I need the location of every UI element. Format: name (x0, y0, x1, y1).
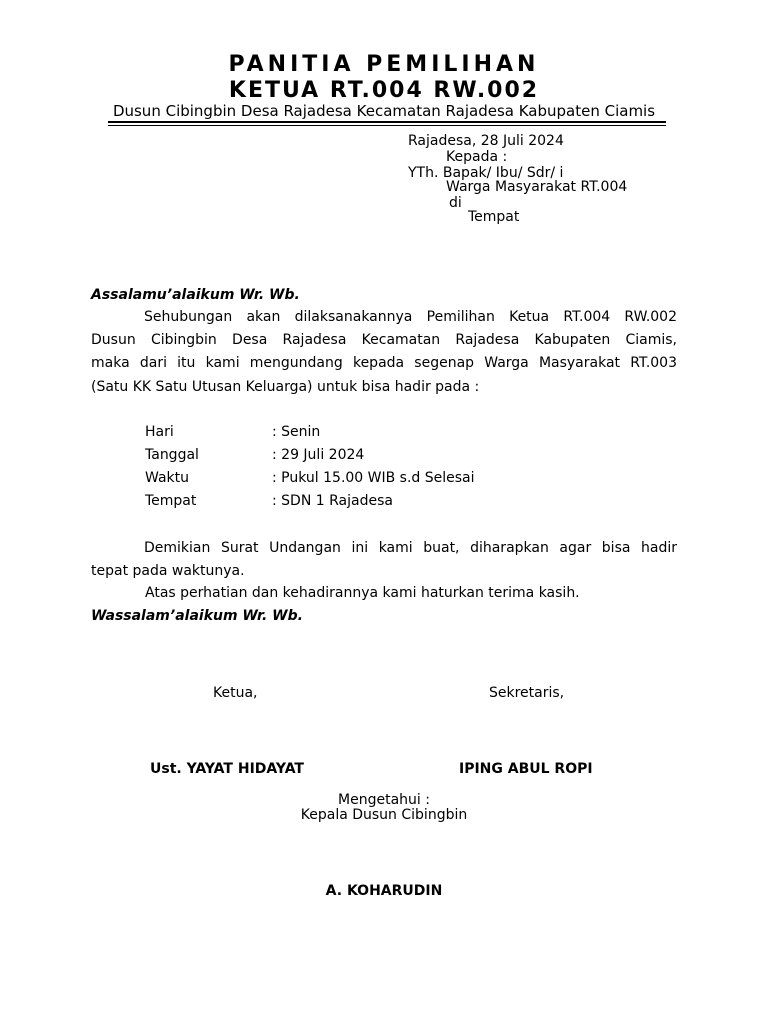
kepala-dusun-name: A. KOHARUDIN (325, 883, 443, 899)
letterhead-address: Dusun Cibingbin Desa Rajadesa Kecamatan Rajadesa Kabupaten Ciamis (112, 102, 656, 120)
recipient-warga: Warga Masyarakat RT.004 (446, 179, 628, 195)
recipient-kepada: Kepada : (446, 149, 508, 165)
paragraph-1-line-1: Sehubungan akan dilaksanakannya Pemilihan Ketua RT.004 RW.002 (144, 309, 677, 325)
recipient-tempat: Tempat (468, 209, 520, 225)
body-paragraph-3: Atas perhatian dan kehadirannya kami haturkan terima kasih. (145, 585, 580, 601)
ketua-label: Ketua, (213, 685, 258, 701)
detail-value-tanggal: : 29 Juli 2024 (272, 447, 365, 463)
sekretaris-name: IPING ABUL ROPI (459, 761, 593, 777)
paragraph-1-line-2: Dusun Cibingbin Desa Rajadesa Kecamatan Rajadesa Kabupaten Ciamis, (91, 332, 677, 349)
mengetahui-label: Mengetahui : (338, 792, 430, 808)
paragraph-1-line-3: maka dari itu kami mengundang kepada segenap Warga Masyarakat RT.003 (91, 355, 677, 372)
detail-value-waktu: : Pukul 15.00 WIB s.d Selesai (272, 470, 475, 486)
closing-greeting: Wassalam’alaikum Wr. Wb. (91, 608, 303, 624)
letterhead-title-line1: PANITIA PEMILIHAN (228, 52, 540, 77)
detail-label-hari: Hari (145, 424, 174, 440)
paragraph-2-line-1: Demikian Surat Undangan ini kami buat, diharapkan agar bisa hadir (144, 540, 677, 556)
paragraph-2-line-2: tepat pada waktunya. (91, 563, 245, 580)
ketua-name: Ust. YAYAT HIDAYAT (150, 761, 304, 777)
paragraph-1-line-4: (Satu KK Satu Utusan Keluarga) untuk bisa hadir pada : (91, 378, 480, 395)
greeting: Assalamu’alaikum Wr. Wb. (91, 287, 300, 303)
letter-date: Rajadesa, 28 Juli 2024 (408, 133, 564, 149)
recipient-yth: YTh. Bapak/ Ibu/ Sdr/ i (408, 165, 564, 181)
body-paragraph-1 (91, 306, 677, 399)
body-paragraph-2 (91, 537, 677, 583)
recipient-di: di (449, 195, 462, 211)
detail-value-tempat: : SDN 1 Rajadesa (272, 493, 393, 509)
detail-value-hari: : Senin (272, 424, 321, 440)
detail-label-tanggal: Tanggal (145, 447, 199, 463)
sekretaris-label: Sekretaris, (489, 685, 565, 701)
kepala-dusun-title: Kepala Dusun Cibingbin (300, 807, 468, 823)
letterhead-divider-thin (108, 125, 666, 126)
letterhead-title-line2: KETUA RT.004 RW.002 (228, 78, 540, 103)
detail-label-tempat: Tempat (145, 493, 197, 509)
letterhead-divider-thick (108, 121, 666, 123)
detail-label-waktu: Waktu (145, 470, 189, 486)
